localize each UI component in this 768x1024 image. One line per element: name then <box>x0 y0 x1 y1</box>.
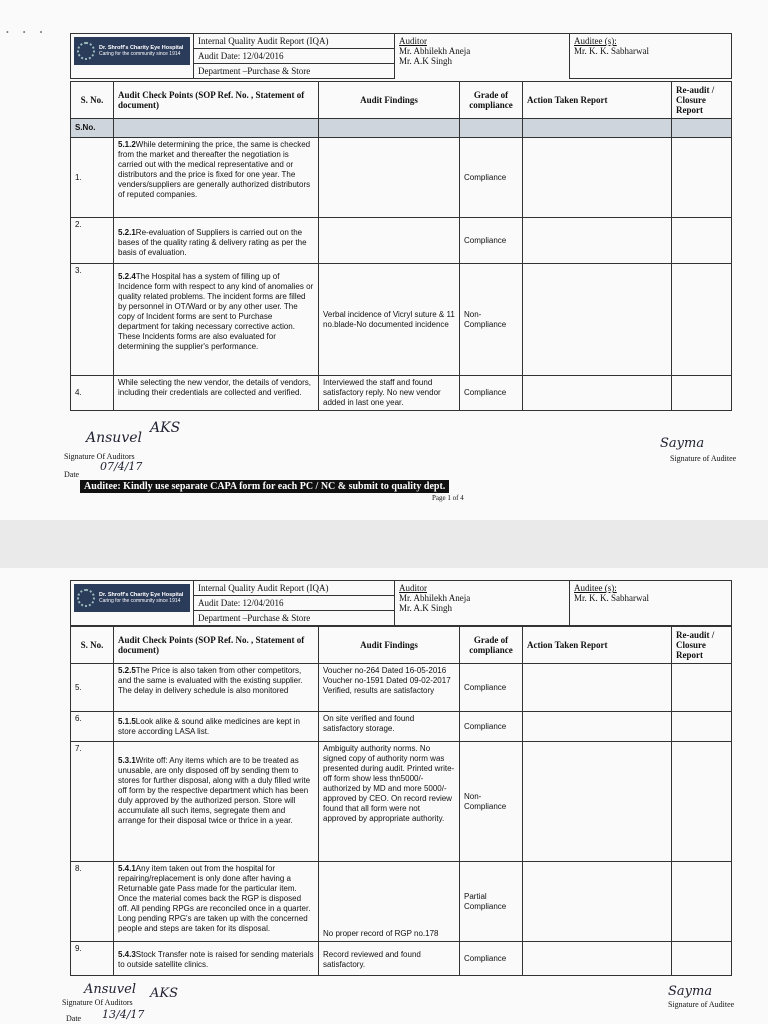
logo-emblem-icon <box>77 42 95 60</box>
auditee-name: Mr. K. K. Sabharwal <box>574 46 649 56</box>
auditee-name: Mr. K. K. Sabharwal <box>574 593 649 603</box>
checkpoint-text: 5.4.3Stock Transfer note is raised for sending materials to outside satellite clinics. <box>114 942 319 976</box>
grade-text: Compliance <box>460 942 523 976</box>
row-sno: 1. <box>71 138 114 218</box>
col-reaudit: Re-audit / Closure Report <box>672 82 732 119</box>
finding-text: No proper record of RGP no.178 <box>319 862 460 942</box>
date-handwritten: 13/4/17 <box>102 1008 145 1021</box>
logo-cell <box>71 34 194 79</box>
column-headers <box>70 81 732 119</box>
table-row <box>71 712 732 742</box>
capa-instruction-banner: Auditee: Kindly use separate CAPA form for each PC / NC & submit to quality dept. <box>80 480 449 493</box>
finding-text: Record reviewed and found satisfactory. <box>319 942 460 976</box>
auditor-cell: Auditor Mr. Abhilekh Aneja Mr. A.K Singh <box>395 34 570 79</box>
department: Department –Purchase & Store <box>194 611 395 626</box>
grade-text: Compliance <box>460 218 523 264</box>
auditor-signature-scribble: AKS <box>150 986 179 1001</box>
date-label: Date <box>66 1014 82 1023</box>
auditor-signature-scribble: Ansuvel <box>86 430 142 446</box>
checkpoint-text: 5.4.1Any item taken out from the hospital for repairing/replacement is only done after having a Returnable gate Pass made for the particular item. Once the material comes back the RGP is disposed off. All pending RPGs are reconciled once in a quarter. Long pending RPG's are taken up with the concerned people and steps are taken for its disposal. <box>114 862 319 942</box>
col-reaudit: Re-audit / Closure Report <box>672 627 732 664</box>
checkpoint-text: 5.1.5Look alike & sound alike medicines are kept in store according LASA list. <box>114 712 319 742</box>
checkpoint-text: 5.3.1Write off: Any items which are to be treated as unusable, are only disposed off by sending them to stores for further disposal, along with a duly filled write off form by the respective department which has been duly approved by the authorized person. Store will accumulate all such items, segregate them and arrange for their disposal twice or thrice in a year. <box>114 742 319 862</box>
grade-text: Compliance <box>460 664 523 712</box>
table-row <box>71 862 732 942</box>
report-page-2 <box>0 568 768 1024</box>
logo-emblem-icon <box>77 589 95 607</box>
auditor-signature-scribble: AKS <box>150 420 181 436</box>
finding-text: Verbal incidence of Vicryl suture & 11 no.blade-No documented incidence <box>319 264 460 376</box>
department: Department –Purchase & Store <box>194 64 395 79</box>
finding-text: On site verified and found satisfactory storage. <box>319 712 460 742</box>
finding-text: Interviewed the staff and found satisfactory reply. No new vendor added in last one year. <box>319 376 460 411</box>
row-sno: 8. <box>71 862 114 942</box>
grade-text: Compliance <box>460 376 523 411</box>
finding-text: Ambiguity authority norms. No signed copy of authority norm was presented during audit. Printed write-off form show less thn5000/- authorized by MD and more 5000/- approved by CEO. On record review found that all form were not approved by appropriate authority. <box>319 742 460 862</box>
col-action: Action Taken Report <box>523 82 672 119</box>
col-sno: S. No. <box>71 627 114 664</box>
table-row <box>71 376 732 411</box>
row-sno: 9. <box>71 942 114 976</box>
date-label: Date <box>64 470 80 479</box>
report-title: Internal Quality Audit Report (IQA) <box>194 34 395 49</box>
finding-text: Voucher no-264 Dated 16-05-2016 Voucher no-1591 Dated 09-02-2017 Verified, results are satisfactory <box>319 664 460 712</box>
scan-specks: • • • <box>6 28 49 37</box>
table-row <box>71 138 732 218</box>
grade-text: Non-Compliance <box>460 742 523 862</box>
col-grade: Grade of compliance <box>460 82 523 119</box>
col-findings: Audit Findings <box>319 82 460 119</box>
auditors-signature-label: Signature Of Auditors <box>62 998 133 1007</box>
row-sno: 3. <box>71 264 114 376</box>
auditor-name: Mr. A.K Singh <box>399 56 453 66</box>
auditee-cell: Auditee (s): Mr. K. K. Sabharwal <box>570 581 732 626</box>
auditee-signature-label: Signature of Auditee <box>668 1000 735 1009</box>
row-sno: 6. <box>71 712 114 742</box>
column-headers <box>70 626 732 664</box>
checkpoint-text: 5.1.2While determining the price, the same is checked from the market and thereafter the negotiation is carried out with the medical representative and or distributors and the price is fixed for one year. The venders/suppliers are generally authorized distributors of reputed companies. <box>114 138 319 218</box>
row-sno: 5. <box>71 664 114 712</box>
hospital-logo: Dr. Shroff's Charity Eye Hospital Caring for the community since 1914 <box>74 584 190 612</box>
checkpoint-text: While selecting the new vendor, the details of vendors, including their credentials are collected and verified. <box>114 376 319 411</box>
col-checkpoints: Audit Check Points (SOP Ref. No. , Statement of document) <box>114 627 319 664</box>
report-header <box>70 33 732 79</box>
auditor-name: Mr. Abhilekh Aneja <box>399 593 471 603</box>
auditee-signature-scribble: Sayma <box>668 984 713 999</box>
page-gap <box>0 520 768 568</box>
page-number: Page 1 of 4 <box>432 494 464 502</box>
col-grade: Grade of compliance <box>460 627 523 664</box>
table-row <box>71 218 732 264</box>
hospital-logo: Dr. Shroff's Charity Eye Hospital Caring for the community since 1914 <box>74 37 190 65</box>
report-header <box>70 580 732 626</box>
date-handwritten: 07/4/17 <box>100 460 143 473</box>
finding-text <box>319 138 460 218</box>
finding-text <box>319 218 460 264</box>
grade-text: Compliance <box>460 712 523 742</box>
row-sno: 7. <box>71 742 114 862</box>
checkpoint-text: 5.2.5The Price is also taken from other competitors, and the same is evaluated with the existing supplier. The delay in delivery schedule is also monitored <box>114 664 319 712</box>
auditor-name: Mr. A.K Singh <box>399 603 453 613</box>
row-sno: 2. <box>71 218 114 264</box>
table-row <box>71 942 732 976</box>
grade-text: Compliance <box>460 138 523 218</box>
checkpoint-text: 5.2.4The Hospital has a system of filling up of Incidence form with respect to any kind of anomalies or quality related problems. The incident forms are filled by personnel in OT/Ward or by any other user. The copy of Incident forms are sent to Purchase department for taking necessary corrective action. These Incidents forms are also evaluated for determining the supplier's performance. <box>114 264 319 376</box>
auditors-signature-label: Signature Of Auditors <box>64 452 135 461</box>
auditor-name: Mr. Abhilekh Aneja <box>399 46 471 56</box>
auditor-signature-scribble: Ansuvel <box>84 982 136 997</box>
sno-heading: S.No. <box>71 119 114 138</box>
grade-text: Partial Compliance <box>460 862 523 942</box>
col-sno: S. No. <box>71 82 114 119</box>
auditee-signature-scribble: Sayma <box>660 436 705 451</box>
table-row <box>71 664 732 712</box>
auditee-cell: Auditee (s): Mr. K. K. Sabharwal <box>570 34 732 79</box>
audit-date: Audit Date: 12/04/2016 <box>194 596 395 611</box>
checkpoint-text: 5.2.1Re-evaluation of Suppliers is carried out on the bases of the quality rating & delivery rating as per the basis of evaluation. <box>114 218 319 264</box>
col-checkpoints: Audit Check Points (SOP Ref. No. , Statement of document) <box>114 82 319 119</box>
logo-cell <box>71 581 194 626</box>
audit-table-page-2 <box>70 663 732 976</box>
auditee-signature-label: Signature of Auditee <box>670 454 737 463</box>
col-action: Action Taken Report <box>523 627 672 664</box>
col-findings: Audit Findings <box>319 627 460 664</box>
auditor-cell: Auditor Mr. Abhilekh Aneja Mr. A.K Singh <box>395 581 570 626</box>
audit-date: Audit Date: 12/04/2016 <box>194 49 395 64</box>
table-row <box>71 264 732 376</box>
report-title: Internal Quality Audit Report (IQA) <box>194 581 395 596</box>
audit-table-page-1 <box>70 118 732 411</box>
table-row <box>71 742 732 862</box>
row-sno: 4. <box>71 376 114 411</box>
grade-text: Non-Compliance <box>460 264 523 376</box>
